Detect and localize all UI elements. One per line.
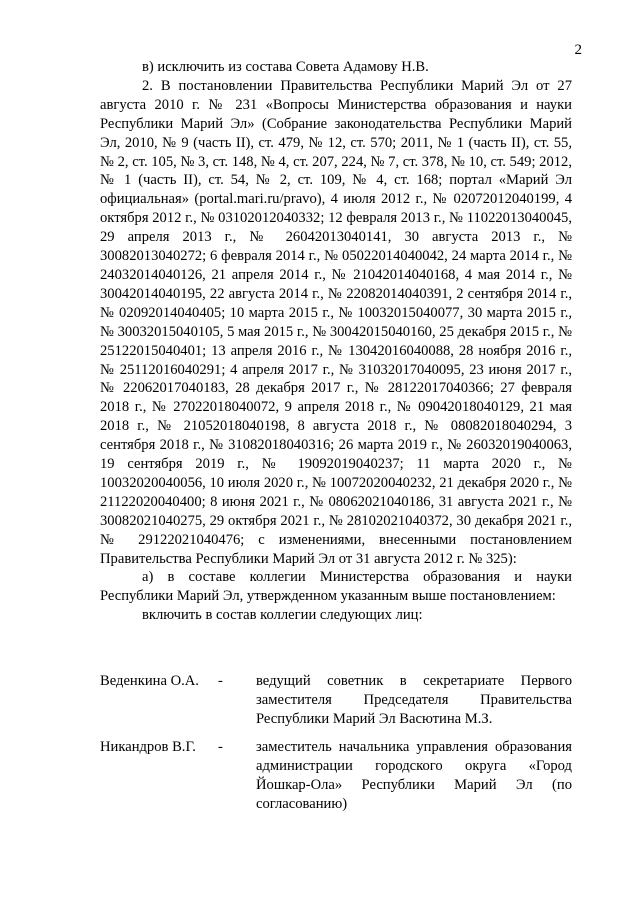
paragraph-exclude-member: в) исключить из состава Совета Адамову Н.В. [142,59,429,75]
member-dash: - [218,739,223,755]
member-name: Веденкина О.А. [100,673,199,689]
member-name: Никандров В.Г. [100,739,196,755]
member-role: ведущий советник в секретариате Первого заместителя Председателя Правительства Республики Марий Эл Васютина М.З. [256,673,572,727]
document-body [100,58,572,625]
paragraph-include: включить в состав коллегии следующих лиц: [142,607,423,624]
page-number: 2 [574,42,582,58]
paragraph-collegium: а) в составе коллегии Министерства образования и науки Республики Марий Эл, утвержденном указанным выше постановлением: [100,569,572,605]
member-dash: - [218,673,223,689]
paragraph-amendment: 2. В постановлении Правительства Республики Марий Эл от 27 августа 2010 г. № 231 «Вопросы Министерства образования и науки Республики Марий Эл» (Собрание законодательства Республики Марий Эл, 2010, № 9 (часть II), ст. 479, № 12, ст. 570; 2011, № 1 (часть II), ст. 55, № 2, ст. 105, № 3, ст. 148, № 4, ст. 207, 224, № 7, ст. 378, № 10, ст. 549; 2012, № 1 (часть II), ст. 54, № 2, ст. 109, № 4, ст. 168; портал «Марий Эл официальная» (portal.mari.ru/pravo), 4 июля 2012 г., № 02072012040199, 4 октября 2012 г., № 03102012040332; 12 февраля 2013 г., № 11022013040045, 29 апреля 2013 г., № 26042013040141, 30 августа 2013 г., № 30082013040272; 6 февраля 2014 г., № 05022014040042, 24 марта 2014 г., № 24032014040126, 21 апреля 2014 г., № 21042014040168, 4 мая 2014 г., № 30042014040195, 22 августа 2014 г., № 22082014040391, 2 сентября 2014 г., № 02092014040405; 10 марта 2015 г., № 10032015040077, 30 марта 2015 г., № 30032015040105, 5 мая 2015 г., № 30042015040160, 25 декабря 2015 г., № 25122015040401; 13 апреля 2016 г., № 13042016040088, 28 ноября 2016 г., № 25112016040291; 4 апреля 2017 г., № 31032017040095, 23 июня 2017 г., № 22062017040183, 28 декабря 2017 г., № 28122017040366; 27 февраля 2018 г., № 27022018040072, 9 апреля 2018 г., № 09042018040129, 21 мая 2018 г., № 21052018040198, 8 августа 2018 г., № 08082018040294, 3 сентября 2018 г., № 31082018040316; 26 марта 2019 г., № 26032019040063, 19 сентября 2019 г., № 19092019040237; 11 марта 2020 г., № 10032020040056, 10 июля 2020 г., № 10072020040232, 21 декабря 2020 г., № 21122020040400; 8 июня 2021 г., № 08062021040186, 31 августа 2021 г., № 30082021040275, 29 октября 2021 г., № 28102021040372, 30 декабря 2021 г., № 29122021040476; с изменениями, внесенными постановлением Правительства Республики Марий Эл от 31 августа 2012 г. № 325): [100,77,572,567]
member-role: заместитель начальника управления образования администрации городского округа «Город Йошкар-Ола» Республики Марий Эл (по согласованию) [256,739,572,812]
